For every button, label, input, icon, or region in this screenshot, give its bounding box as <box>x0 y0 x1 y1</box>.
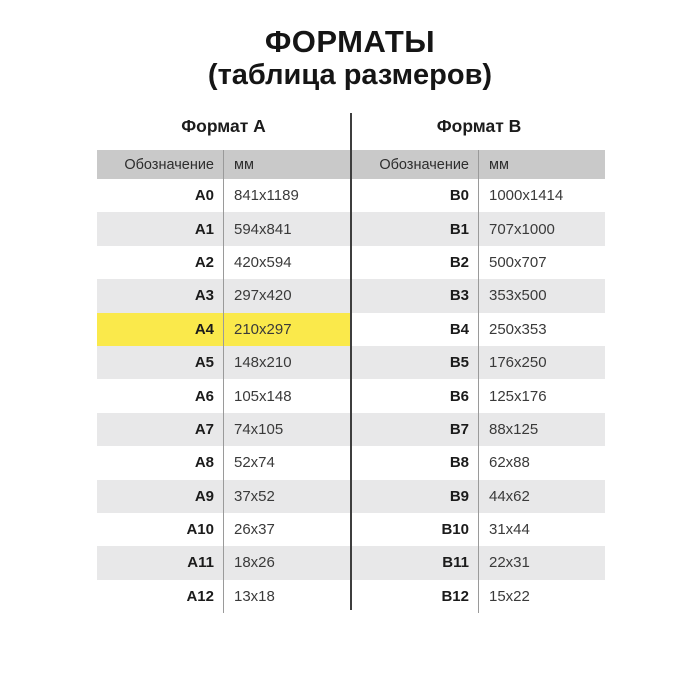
format-a-code: A11 <box>97 546 224 579</box>
format-b-title: Формат B <box>436 116 522 136</box>
format-a-size: 18x26 <box>234 554 275 572</box>
format-b-code: B10 <box>351 513 479 546</box>
format-b-code: B4 <box>351 313 479 346</box>
format-b-code: B12 <box>351 580 479 613</box>
format-b-code: B11 <box>351 546 479 579</box>
format-a-size: 420x594 <box>234 253 292 271</box>
format-b-code: B3 <box>351 279 479 312</box>
format-a-title: Формат А <box>181 116 266 136</box>
format-a-code: A5 <box>97 346 224 379</box>
format-b-size: 22x31 <box>489 554 530 572</box>
format-a-size: 594x841 <box>234 220 292 238</box>
format-a-size: 52x74 <box>234 454 275 472</box>
format-a-size: 74x105 <box>234 420 284 438</box>
format-a-code: A10 <box>97 513 224 546</box>
format-b-size: 707x1000 <box>489 220 555 238</box>
format-a-code: A6 <box>97 379 224 412</box>
format-a-size: 210x297 <box>224 313 351 346</box>
format-a-size: 26x37 <box>234 521 275 539</box>
format-a-size: 105x148 <box>234 387 292 405</box>
format-b-size: 88x125 <box>489 420 539 438</box>
format-b-size: 176x250 <box>489 354 547 372</box>
page-subtitle: (таблица размеров) <box>207 59 493 91</box>
format-b-code: B5 <box>351 346 479 379</box>
format-b-size: 125x176 <box>489 387 547 405</box>
format-a-code: A4 <box>97 313 224 346</box>
format-b-size: 62x88 <box>489 454 530 472</box>
format-b-size: 15x22 <box>489 587 530 605</box>
format-a-size: 148x210 <box>234 354 292 372</box>
format-a-code: A2 <box>97 246 224 279</box>
format-b-size: 31x44 <box>489 521 530 539</box>
format-b-code: B2 <box>351 246 479 279</box>
format-a-code: A1 <box>97 212 224 245</box>
format-b-size: 44x62 <box>489 487 530 505</box>
format-a-size: 297x420 <box>234 287 292 305</box>
format-b-size: 353x500 <box>489 287 547 305</box>
page-title: ФОРМАТЫ <box>264 24 436 59</box>
format-a-mm-header: мм <box>234 156 254 173</box>
format-b-size: 1000x1414 <box>489 187 564 205</box>
format-a-size: 841x1189 <box>234 187 299 205</box>
format-a-code: A3 <box>97 279 224 312</box>
format-b-size: 250x353 <box>489 320 547 338</box>
format-a-designation-header: Обозначение <box>97 150 224 179</box>
format-a-code: A12 <box>97 580 224 613</box>
format-b-mm-header: мм <box>489 156 509 173</box>
format-b-code: B1 <box>351 212 479 245</box>
format-b-code: B6 <box>351 379 479 412</box>
format-b-size: 500x707 <box>489 253 547 271</box>
format-a-code: A0 <box>97 179 224 212</box>
format-b-code: B7 <box>351 413 479 446</box>
table-divider-line <box>350 113 352 610</box>
format-a-code: A9 <box>97 480 224 513</box>
format-a-size: 13x18 <box>234 587 275 605</box>
format-a-code: A7 <box>97 413 224 446</box>
format-b-code: B0 <box>351 179 479 212</box>
format-b-code: B8 <box>351 446 479 479</box>
format-a-size: 37x52 <box>234 487 275 505</box>
format-b-code: B9 <box>351 480 479 513</box>
format-b-designation-header: Обозначение <box>351 150 479 179</box>
format-a-code: A8 <box>97 446 224 479</box>
